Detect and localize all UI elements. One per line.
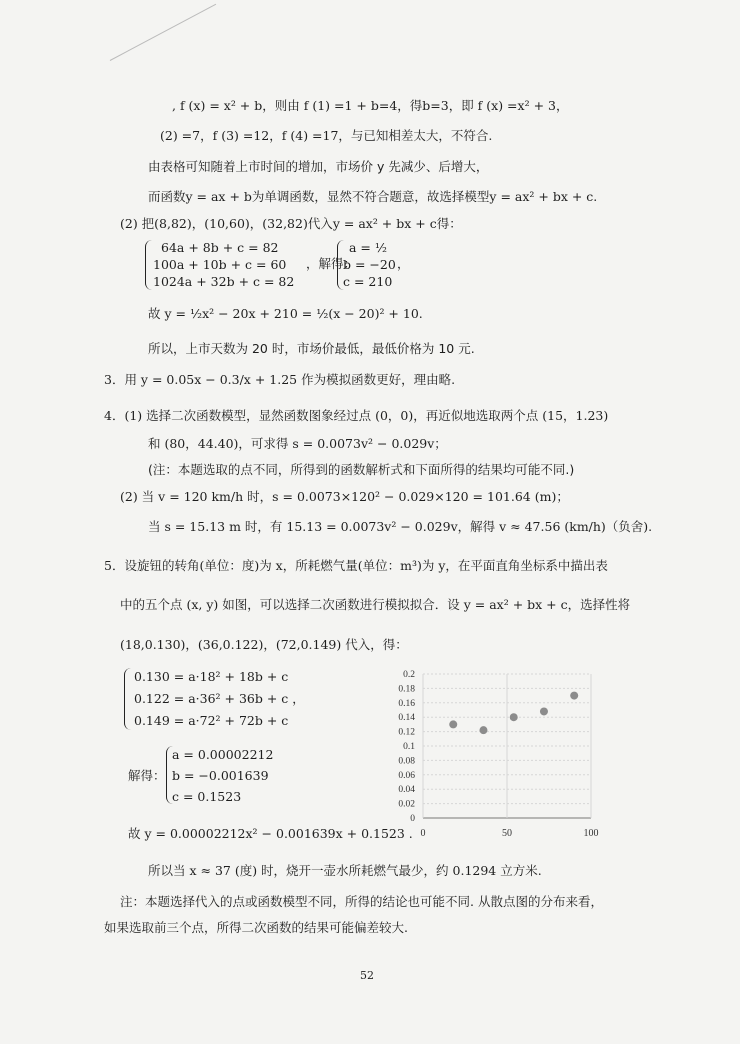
- scatter-point: [479, 726, 487, 734]
- x-tick-label: 50: [502, 828, 512, 839]
- equation-row: 0.122 = a·36² + 36b + c ，: [134, 691, 305, 706]
- solution-row: b = −0.001639: [172, 768, 269, 783]
- x-tick-label: 100: [583, 828, 599, 839]
- page-number: 52: [360, 969, 374, 982]
- y-tick-label: 0.12: [398, 727, 415, 738]
- scatter-point: [540, 707, 548, 715]
- y-tick-label: 0.2: [403, 670, 415, 680]
- equation-row: 1024a + 32b + c = 82: [153, 274, 295, 289]
- equation-row: 100a + 10b + c = 60: [153, 257, 287, 272]
- solution-tail: ，: [397, 256, 410, 271]
- scatter-point: [510, 713, 518, 721]
- y-tick-label: 0.02: [398, 799, 415, 810]
- question-4-line-a: 4．(1) 选择二次函数模型，显然函数图象经过点 (0，0)，再近似地选取两个点 (15，1.23): [104, 408, 609, 423]
- equation-row: 64a + 8b + c = 82: [161, 240, 279, 255]
- text-line-1: , f (x) = x² + b，则由 f (1) =1 + b=4，得b=3，即 f (x) =x² + 3，: [172, 98, 569, 113]
- scatter-point: [570, 692, 578, 700]
- y-tick-label: 0.04: [398, 785, 415, 796]
- y-tick-label: 0.16: [398, 698, 415, 709]
- question-5-result: 故 y = 0.00002212x² − 0.001639x + 0.1523 .: [128, 826, 413, 841]
- chart-points: [449, 692, 578, 735]
- scatter-chart: [375, 664, 605, 844]
- equation-system: [153, 239, 294, 290]
- chart-grid: [423, 674, 591, 818]
- y-tick-label: 0.1: [403, 742, 415, 752]
- solve-label: 解得：: [128, 768, 166, 783]
- y-tick-label: 0: [410, 814, 415, 824]
- question-3: 3．用 y = 0.05x − 0.3/x + 1.25 作为模拟函数更好，理由略.: [104, 372, 456, 387]
- question-5-line-b: 中的五个点 (x, y) 如图，可以选择二次函数进行模拟拟合．设 y = ax² + bx + c，选择性将: [120, 597, 631, 612]
- question-4-note: (注：本题选取的点不同，所得到的函数解析式和下面所得的结果均可能不同.): [148, 462, 575, 477]
- solution-row: b = −20: [343, 257, 396, 272]
- text-line-7: 所以，上市天数为 20 时，市场价最低，最低价格为 10 元.: [148, 341, 475, 356]
- question-4-line-b: 和 (80，44.40)，可求得 s = 0.0073v² − 0.029v；: [148, 436, 447, 451]
- question-5-conclusion: 所以当 x ≈ 37 (度) 时，烧开一壶水所耗燃气最少，约 0.1294 立方米.: [148, 863, 542, 878]
- solution-row: c = 210: [343, 274, 393, 289]
- solution-system: [343, 239, 396, 290]
- y-tick-label: 0.14: [398, 713, 415, 724]
- text-line-3: 由表格可知随着上市时间的增加，市场价 y 先减少、后增大，: [148, 159, 489, 174]
- text-line-2: (2) =7，f (3) =12，f (4) =17，与已知相差太大，不符合.: [160, 128, 493, 143]
- solution-system: [172, 744, 273, 807]
- solution-row: a = 0.00002212: [172, 747, 274, 762]
- x-tick-label: 0: [420, 828, 426, 839]
- y-tick-label: 0.18: [398, 684, 415, 695]
- scan-streak: [110, 4, 216, 61]
- question-5-note-a: 注：本题选择代入的点或函数模型不同，所得的结论也可能不同. 从散点图的分布来看，: [120, 894, 603, 909]
- y-tick-label: 0.06: [398, 770, 415, 781]
- question-5-line-a: 5．设旋钮的转角(单位：度)为 x，所耗燃气量(单位：m³)为 y，在平面直角坐标系中描出表: [104, 558, 608, 573]
- y-tick-label: 0.08: [398, 756, 415, 767]
- text-line-4: 而函数y = ax + b为单调函数，显然不符合题意，故选择模型y = ax² + bx + c.: [148, 189, 598, 204]
- solution-row: c = 0.1523: [172, 789, 242, 804]
- question-4-line-e: 当 s = 15.13 m 时，有 15.13 = 0.0073v² − 0.029v，解得 v ≈ 47.56 (km/h)（负舍).: [148, 519, 653, 534]
- question-5-line-c: (18,0.130)，(36,0.122)，(72,0.149) 代入，得：: [120, 637, 408, 652]
- solution-row: a = ½: [349, 240, 387, 255]
- equation-row: 0.149 = a·72² + 72b + c: [134, 713, 289, 728]
- equation-row: 0.130 = a·18² + 18b + c: [134, 669, 289, 684]
- text-line-6: 故 y = ½x² − 20x + 210 = ½(x − 20)² + 10.: [148, 306, 423, 321]
- equation-system: [134, 666, 305, 732]
- question-4-line-d: (2) 当 v = 120 km/h 时，s = 0.0073×120² − 0.029×120 = 101.64 (m)；: [120, 489, 569, 504]
- equation-brace: [124, 668, 133, 730]
- scatter-point: [449, 720, 457, 728]
- text-line-5: (2) 把(8,82)，(10,60)，(32,82)代入y = ax² + bx + c得：: [120, 216, 462, 231]
- chart-ticks: [398, 670, 598, 839]
- solve-word: ，解得：: [306, 256, 357, 271]
- question-5-note-b: 如果选取前三个点，所得二次函数的结果可能偏差较大.: [104, 920, 408, 935]
